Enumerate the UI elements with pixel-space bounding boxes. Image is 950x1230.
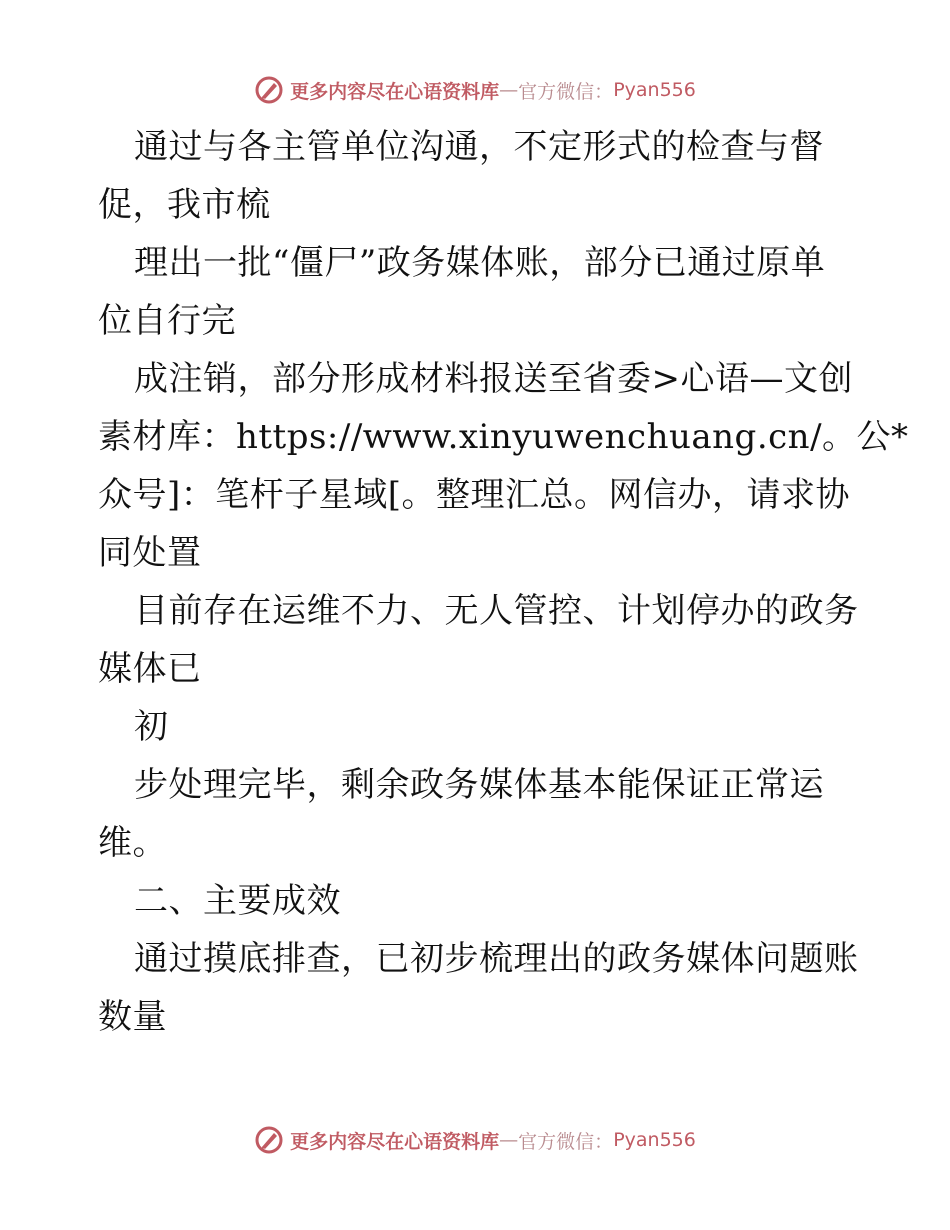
text-line: 通过摸底排查，已初步梳理出的政务媒体问题账	[134, 939, 859, 979]
watermark-wechat-id: Pyan556	[613, 79, 696, 101]
watermark-dash: —	[499, 79, 519, 101]
footer-watermark	[0, 1120, 950, 1160]
text-line: 理出一批“僵尸”政务媒体账，部分已通过原单	[134, 243, 826, 283]
text-line: 媒体已	[98, 649, 202, 689]
watermark-dash: —	[499, 1129, 519, 1151]
text-line: 数量	[98, 997, 167, 1037]
watermark-wechat-id: Pyan556	[613, 1129, 696, 1151]
text-line: 通过与各主管单位沟通，不定形式的检查与督	[134, 127, 824, 167]
text-line: 素材库：https://www.xinyuwenchuang.cn/。公*	[98, 417, 909, 457]
watermark-sub-text: 官方微信：	[518, 1130, 614, 1153]
text-line: 初	[134, 707, 169, 747]
text-line: 众号]：笔杆子星域[。整理汇总。网信办，请求协	[98, 475, 851, 515]
text-line: 维。	[98, 823, 167, 863]
watermark-main-text: 更多内容尽在心语资料库	[290, 80, 500, 103]
text-line: 同处置	[98, 533, 202, 573]
document-body	[98, 118, 909, 1046]
brush-logo-icon	[254, 75, 284, 105]
text-line: 目前存在运维不力、无人管控、计划停办的政务	[134, 591, 859, 631]
header-watermark	[0, 70, 950, 110]
brush-logo-icon	[254, 1125, 284, 1155]
text-line: 位自行完	[98, 301, 236, 341]
text-line: 促，我市梳	[98, 185, 271, 225]
watermark-main-text: 更多内容尽在心语资料库	[290, 1130, 500, 1153]
section-heading: 二、主要成效	[134, 881, 341, 921]
text-line: 步处理完毕，剩余政务媒体基本能保证正常运	[134, 765, 824, 805]
text-line: 成注销，部分形成材料报送至省委>心语—文创	[134, 359, 853, 399]
watermark-sub-text: 官方微信：	[518, 80, 614, 103]
